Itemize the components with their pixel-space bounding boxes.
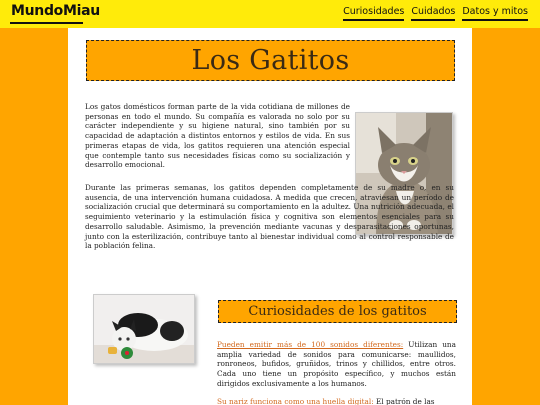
logo-underline: [10, 22, 83, 24]
fact-highlight[interactable]: Pueden emitir más de 100 sonidos diferentes:: [217, 340, 404, 349]
nav-link-curiosidades[interactable]: Curiosidades: [343, 6, 404, 21]
main-nav: [343, 6, 528, 21]
page-title: Los Gatitos: [191, 45, 350, 76]
page-title-box: [86, 40, 455, 81]
intro-text-continued: [85, 183, 454, 251]
content-page: [68, 28, 472, 405]
intro-paragraph-1: Los gatos domésticos forman parte de la vida cotidiana de millones de personas en todo el mundo. Su compañía es valorada no solo por su carácter independiente y su higiene natural, sino también por su capacidad de adaptación a distintos entornos y estilos de vida. En sus primeras etapas de vida, los gatitos requieren una atención especial que contemple tanto sus necesidades físicas como su socialización y desarrollo emocional.: [85, 102, 350, 170]
curiosities-heading: Curiosidades de los gatitos: [248, 304, 427, 319]
kitten-playing-illustration: [94, 295, 195, 364]
curiosities-heading-box: [218, 300, 457, 323]
fact-item: [217, 397, 456, 405]
fact-text: El patrón de las: [373, 396, 435, 405]
nav-link-cuidados[interactable]: Cuidados: [411, 6, 455, 21]
top-navigation-bar: [0, 0, 540, 28]
curiosities-facts: [217, 340, 456, 405]
site-logo[interactable]: MundoMiau: [11, 3, 100, 19]
intro-text: [85, 102, 350, 170]
fact-item: [217, 340, 456, 389]
fact-text: Utilizan una amplia variedad de sonidos para comunicarse: maullidos, ronroneos, bufidos, gruñidos, trinos y chillidos, entre otros. Cada uno tiene un propósito específico, y muchos están dirigidos exclusivamente a los humanos.: [217, 340, 456, 388]
fact-highlight[interactable]: Su nariz funciona como una huella digital:: [217, 396, 374, 405]
kitten-photo-playing: [93, 294, 195, 364]
intro-paragraph-2: Durante las primeras semanas, los gatitos dependen completamente de su madre o, en su ausencia, de una intervención humana cuidadosa. A medida que crecen, atraviesan un período de socialización crucial que determinará su comportamiento en la adultez. Una nutrición adecuada, el seguimiento veterinario y la estimulación física y cognitiva son elementos esenciales para su desarrollo saludable. Asimismo, la prevención mediante vacunas y desparasitaciones oportunas, junto con la esterilización, contribuye tanto al bienestar individual como al control responsable de la población felina.: [85, 183, 454, 251]
nav-link-datos-y-mitos[interactable]: Datos y mitos: [462, 6, 528, 21]
